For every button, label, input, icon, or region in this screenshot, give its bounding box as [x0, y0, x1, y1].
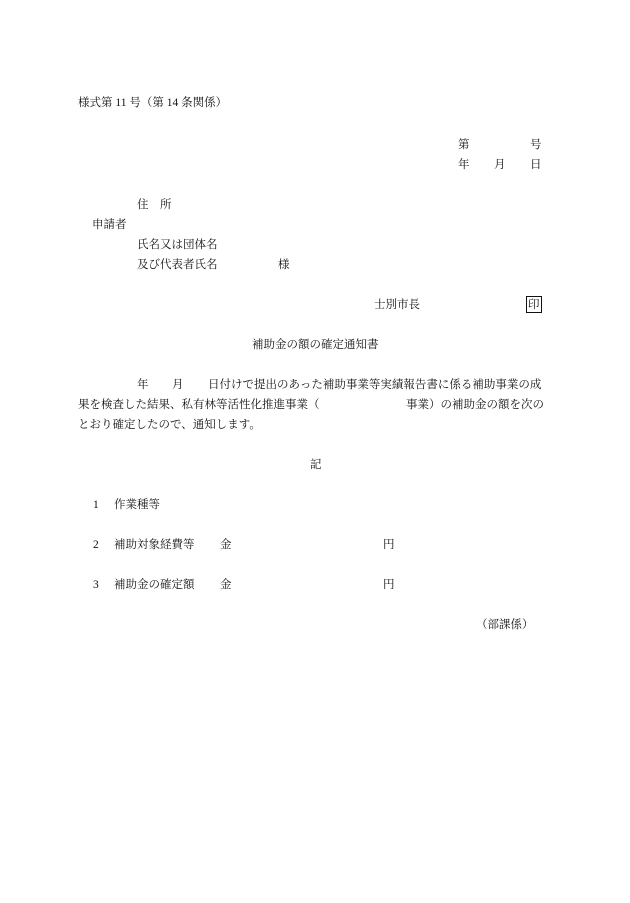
body-year: 年 — [137, 379, 149, 391]
date-month: 月 — [494, 159, 506, 171]
issuer-title: 士別市長 — [374, 299, 420, 311]
date-day: 日 — [530, 159, 542, 171]
item-label: 補助金の確定額 — [114, 579, 195, 591]
seal-box: 印 — [526, 296, 542, 313]
department-footer: （部課係） — [476, 619, 534, 631]
body-line2-end: 事業）の補助金の額を次の — [406, 399, 544, 411]
body-line3: とおり確定したので、通知します。 — [78, 419, 261, 431]
item-currency: 金 — [220, 539, 232, 551]
item-number: 3 — [93, 579, 99, 591]
date-year: 年 — [458, 159, 470, 171]
item-unit: 円 — [383, 539, 395, 551]
doc-number-suffix: 号 — [530, 139, 542, 151]
body-line1-text: 日付けで提出のあった補助事業等実績報告書に係る補助事業の成 — [208, 379, 542, 391]
item-unit: 円 — [383, 579, 395, 591]
document-title: 補助金の額の確定通知書 — [252, 339, 379, 351]
item-currency: 金 — [220, 579, 232, 591]
doc-number-prefix: 第 — [458, 139, 470, 151]
name-label: 氏名又は団体名 — [137, 239, 218, 251]
item-number: 1 — [93, 499, 99, 511]
applicant-label: 申請者 — [92, 219, 127, 231]
honorific: 様 — [278, 259, 290, 271]
address-label: 住 所 — [137, 199, 172, 211]
body-line2-start: 果を検査した結果、私有林等活性化推進事業（ — [78, 399, 320, 411]
ki-heading: 記 — [310, 459, 322, 471]
body-month: 月 — [172, 379, 184, 391]
representative-label: 及び代表者氏名 — [137, 259, 218, 271]
item-label: 作業種等 — [114, 499, 160, 511]
form-number: 様式第 11 号（第 14 条関係） — [78, 97, 228, 109]
item-label: 補助対象経費等 — [114, 539, 195, 551]
item-number: 2 — [93, 539, 99, 551]
